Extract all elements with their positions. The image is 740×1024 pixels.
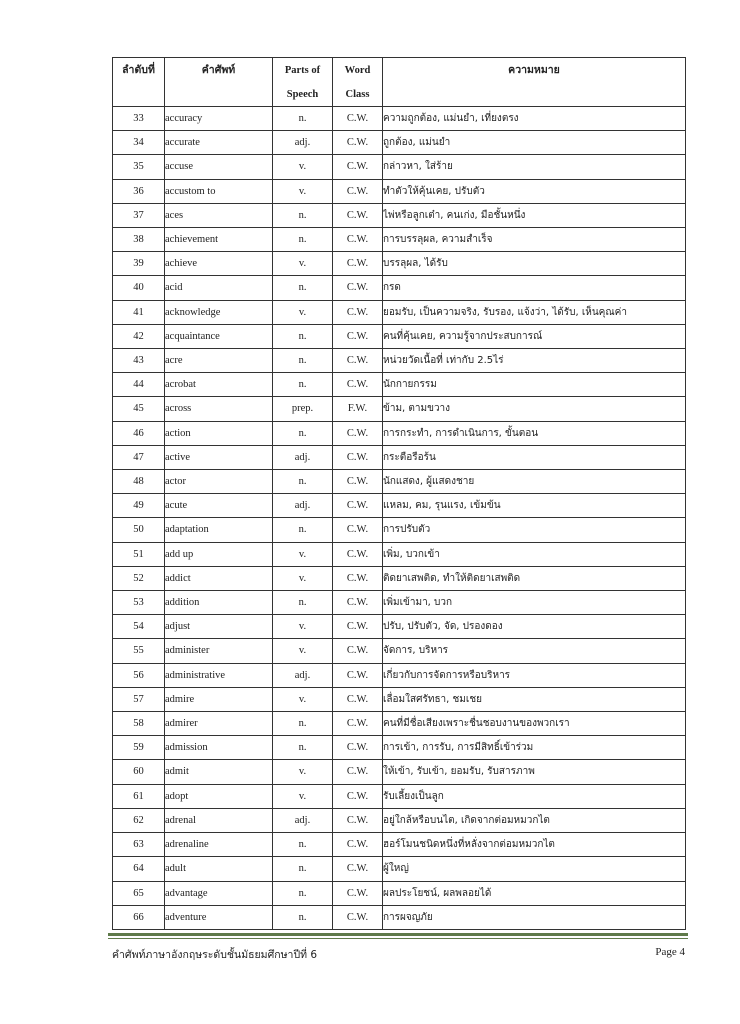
meaning-cell: เพิ่ม, บวกเข้า	[383, 542, 686, 566]
part-of-speech-cell: v.	[273, 566, 333, 590]
word-class-cell: C.W.	[333, 131, 383, 155]
row-number-cell: 65	[113, 881, 165, 905]
part-of-speech-cell: n.	[273, 228, 333, 252]
word-class-cell: C.W.	[333, 808, 383, 832]
part-of-speech-cell: n.	[273, 881, 333, 905]
header-word	[165, 58, 273, 107]
word-class-cell: C.W.	[333, 228, 383, 252]
row-number-cell: 44	[113, 373, 165, 397]
row-number-cell: 33	[113, 107, 165, 131]
part-of-speech-cell: v.	[273, 179, 333, 203]
word-class-cell: C.W.	[333, 155, 383, 179]
word-cell: aces	[165, 203, 273, 227]
row-number-cell: 46	[113, 421, 165, 445]
table-row	[113, 639, 686, 663]
word-class-cell: C.W.	[333, 687, 383, 711]
word-cell: acknowledge	[165, 300, 273, 324]
word-cell: active	[165, 445, 273, 469]
word-class-cell: C.W.	[333, 905, 383, 929]
row-number-cell: 47	[113, 445, 165, 469]
meaning-cell: การเข้า, การรับ, การมีสิทธิ์เข้าร่วม	[383, 736, 686, 760]
part-of-speech-cell: v.	[273, 542, 333, 566]
part-of-speech-cell: n.	[273, 591, 333, 615]
meaning-cell: แหลม, คม, รุนแรง, เข้มข้น	[383, 494, 686, 518]
word-class-cell: C.W.	[333, 663, 383, 687]
table-row	[113, 131, 686, 155]
part-of-speech-cell: n.	[273, 712, 333, 736]
row-number-cell: 34	[113, 131, 165, 155]
meaning-cell: เลื่อมใสศรัทธา, ชมเชย	[383, 687, 686, 711]
table-row	[113, 276, 686, 300]
part-of-speech-cell: v.	[273, 300, 333, 324]
word-class-cell: C.W.	[333, 881, 383, 905]
row-number-cell: 61	[113, 784, 165, 808]
part-of-speech-cell: v.	[273, 639, 333, 663]
header-pos-line1: Parts of	[284, 65, 321, 76]
row-number-cell: 35	[113, 155, 165, 179]
word-cell: administer	[165, 639, 273, 663]
part-of-speech-cell: adj.	[273, 663, 333, 687]
page-number: Page 4	[655, 946, 685, 958]
word-cell: actor	[165, 470, 273, 494]
row-number-cell: 42	[113, 324, 165, 348]
row-number-cell: 52	[113, 566, 165, 590]
part-of-speech-cell: prep.	[273, 397, 333, 421]
header-meaning-label: ความหมาย	[508, 65, 560, 76]
meaning-cell: ฮอร์โมนชนิดหนึ่งที่หลั่งจากต่อมหมวกไต	[383, 833, 686, 857]
word-class-cell: C.W.	[333, 470, 383, 494]
word-class-cell: C.W.	[333, 107, 383, 131]
word-class-cell: C.W.	[333, 373, 383, 397]
header-word-label: คำศัพท์	[201, 65, 236, 76]
word-class-cell: C.W.	[333, 760, 383, 784]
part-of-speech-cell: n.	[273, 470, 333, 494]
meaning-cell: ถูกต้อง, แม่นยำ	[383, 131, 686, 155]
meaning-cell: การบรรลุผล, ความสำเร็จ	[383, 228, 686, 252]
word-class-cell: C.W.	[333, 615, 383, 639]
meaning-cell: หน่วยวัดเนื้อที่ เท่ากับ 2.5ไร่	[383, 349, 686, 373]
part-of-speech-cell: v.	[273, 760, 333, 784]
table-row	[113, 397, 686, 421]
row-number-cell: 45	[113, 397, 165, 421]
meaning-cell: ให้เข้า, รับเข้า, ยอมรับ, รับสารภาพ	[383, 760, 686, 784]
row-number-cell: 60	[113, 760, 165, 784]
word-cell: across	[165, 397, 273, 421]
table-row	[113, 663, 686, 687]
word-cell: achievement	[165, 228, 273, 252]
meaning-cell: กรด	[383, 276, 686, 300]
table-row	[113, 421, 686, 445]
meaning-cell: เกี่ยวกับการจัดการหรือบริหาร	[383, 663, 686, 687]
part-of-speech-cell: adj.	[273, 445, 333, 469]
row-number-cell: 43	[113, 349, 165, 373]
word-cell: adaptation	[165, 518, 273, 542]
part-of-speech-cell: n.	[273, 276, 333, 300]
word-class-cell: C.W.	[333, 784, 383, 808]
meaning-cell: ข้าม, ตามขวาง	[383, 397, 686, 421]
header-word-class	[333, 58, 383, 107]
part-of-speech-cell: v.	[273, 155, 333, 179]
meaning-cell: จัดการ, บริหาร	[383, 639, 686, 663]
row-number-cell: 64	[113, 857, 165, 881]
table-row	[113, 905, 686, 929]
table-row	[113, 736, 686, 760]
table-row	[113, 107, 686, 131]
table-row	[113, 881, 686, 905]
meaning-cell: ผู้ใหญ่	[383, 857, 686, 881]
row-number-cell: 57	[113, 687, 165, 711]
word-cell: advantage	[165, 881, 273, 905]
word-class-cell: C.W.	[333, 591, 383, 615]
word-cell: add up	[165, 542, 273, 566]
row-number-cell: 63	[113, 833, 165, 857]
meaning-cell: กระตือรือร้น	[383, 445, 686, 469]
meaning-cell: การผจญภัย	[383, 905, 686, 929]
word-class-cell: C.W.	[333, 203, 383, 227]
word-class-cell: C.W.	[333, 518, 383, 542]
word-cell: adjust	[165, 615, 273, 639]
meaning-cell: ปรับ, ปรับตัว, จัด, ปรองดอง	[383, 615, 686, 639]
part-of-speech-cell: v.	[273, 615, 333, 639]
table-row	[113, 252, 686, 276]
word-class-cell: C.W.	[333, 276, 383, 300]
word-cell: admission	[165, 736, 273, 760]
table-row	[113, 179, 686, 203]
meaning-cell: ทำตัวให้คุ้นเคย, ปรับตัว	[383, 179, 686, 203]
meaning-cell: คนที่มีชื่อเสียงเพราะชื่นชอบงานของพวกเรา	[383, 712, 686, 736]
row-number-cell: 55	[113, 639, 165, 663]
part-of-speech-cell: n.	[273, 324, 333, 348]
part-of-speech-cell: n.	[273, 857, 333, 881]
row-number-cell: 40	[113, 276, 165, 300]
word-cell: adventure	[165, 905, 273, 929]
word-class-cell: C.W.	[333, 712, 383, 736]
part-of-speech-cell: adj.	[273, 808, 333, 832]
word-cell: accuse	[165, 155, 273, 179]
meaning-cell: การปรับตัว	[383, 518, 686, 542]
word-class-cell: C.W.	[333, 179, 383, 203]
vocabulary-table	[112, 57, 686, 930]
table-row	[113, 349, 686, 373]
word-cell: addict	[165, 566, 273, 590]
meaning-cell: การกระทำ, การดำเนินการ, ขั้นตอน	[383, 421, 686, 445]
header-parts-of-speech	[273, 58, 333, 107]
table-row	[113, 494, 686, 518]
word-class-cell: C.W.	[333, 639, 383, 663]
word-cell: acquaintance	[165, 324, 273, 348]
meaning-cell: ผลประโยชน์, ผลพลอยได้	[383, 881, 686, 905]
table-row	[113, 566, 686, 590]
part-of-speech-cell: n.	[273, 373, 333, 397]
table-row	[113, 203, 686, 227]
row-number-cell: 41	[113, 300, 165, 324]
table-row	[113, 857, 686, 881]
meaning-cell: นักแสดง, ผู้แสดงชาย	[383, 470, 686, 494]
word-cell: admit	[165, 760, 273, 784]
table-row	[113, 324, 686, 348]
meaning-cell: นักกายกรรม	[383, 373, 686, 397]
word-cell: admire	[165, 687, 273, 711]
header-number	[113, 58, 165, 107]
row-number-cell: 50	[113, 518, 165, 542]
word-class-cell: C.W.	[333, 349, 383, 373]
word-cell: accustom to	[165, 179, 273, 203]
row-number-cell: 51	[113, 542, 165, 566]
table-row	[113, 784, 686, 808]
table-row	[113, 760, 686, 784]
word-cell: acrobat	[165, 373, 273, 397]
footer-title: คำศัพท์ภาษาอังกฤษระดับชั้นมัธยมศึกษาปีที่ 6	[112, 949, 318, 961]
footer-divider	[108, 933, 688, 936]
header-wc-line2: Class	[345, 89, 370, 100]
header-number-label: ลำดับที่	[122, 65, 155, 76]
row-number-cell: 56	[113, 663, 165, 687]
row-number-cell: 48	[113, 470, 165, 494]
part-of-speech-cell: n.	[273, 905, 333, 929]
row-number-cell: 58	[113, 712, 165, 736]
row-number-cell: 49	[113, 494, 165, 518]
word-cell: admirer	[165, 712, 273, 736]
part-of-speech-cell: adj.	[273, 494, 333, 518]
word-cell: adrenal	[165, 808, 273, 832]
table-body	[113, 107, 686, 930]
table-row	[113, 833, 686, 857]
word-class-cell: C.W.	[333, 736, 383, 760]
header-pos-line2: Speech	[286, 89, 319, 100]
row-number-cell: 62	[113, 808, 165, 832]
meaning-cell: รับเลี้ยงเป็นลูก	[383, 784, 686, 808]
footer-divider-thin	[108, 938, 688, 939]
table-row	[113, 155, 686, 179]
header-meaning	[383, 58, 686, 107]
word-cell: administrative	[165, 663, 273, 687]
part-of-speech-cell: n.	[273, 349, 333, 373]
part-of-speech-cell: n.	[273, 518, 333, 542]
table-header-row	[113, 58, 686, 107]
word-cell: achieve	[165, 252, 273, 276]
table-row	[113, 808, 686, 832]
meaning-cell: ความถูกต้อง, แม่นยำ, เที่ยงตรง	[383, 107, 686, 131]
row-number-cell: 59	[113, 736, 165, 760]
meaning-cell: กล่าวหา, ใส่ร้าย	[383, 155, 686, 179]
part-of-speech-cell: n.	[273, 107, 333, 131]
table-row	[113, 591, 686, 615]
table-row	[113, 615, 686, 639]
part-of-speech-cell: v.	[273, 784, 333, 808]
meaning-cell: ติดยาเสพติด, ทำให้ติดยาเสพติด	[383, 566, 686, 590]
word-class-cell: F.W.	[333, 397, 383, 421]
word-cell: adrenaline	[165, 833, 273, 857]
word-cell: acre	[165, 349, 273, 373]
row-number-cell: 66	[113, 905, 165, 929]
part-of-speech-cell: n.	[273, 833, 333, 857]
word-cell: adopt	[165, 784, 273, 808]
part-of-speech-cell: n.	[273, 203, 333, 227]
word-class-cell: C.W.	[333, 300, 383, 324]
word-cell: action	[165, 421, 273, 445]
word-cell: accurate	[165, 131, 273, 155]
word-class-cell: C.W.	[333, 494, 383, 518]
table-row	[113, 445, 686, 469]
meaning-cell: คนที่คุ้นเคย, ความรู้จากประสบการณ์	[383, 324, 686, 348]
row-number-cell: 39	[113, 252, 165, 276]
word-class-cell: C.W.	[333, 324, 383, 348]
word-cell: addition	[165, 591, 273, 615]
table-row	[113, 300, 686, 324]
table-row	[113, 228, 686, 252]
row-number-cell: 37	[113, 203, 165, 227]
header-wc-line1: Word	[344, 65, 371, 76]
row-number-cell: 53	[113, 591, 165, 615]
row-number-cell: 54	[113, 615, 165, 639]
meaning-cell: เพิ่มเข้ามา, บวก	[383, 591, 686, 615]
part-of-speech-cell: adj.	[273, 131, 333, 155]
table-row	[113, 712, 686, 736]
word-cell: acid	[165, 276, 273, 300]
word-cell: adult	[165, 857, 273, 881]
word-class-cell: C.W.	[333, 445, 383, 469]
row-number-cell: 36	[113, 179, 165, 203]
word-class-cell: C.W.	[333, 566, 383, 590]
word-class-cell: C.W.	[333, 542, 383, 566]
word-class-cell: C.W.	[333, 252, 383, 276]
word-cell: acute	[165, 494, 273, 518]
table-row	[113, 470, 686, 494]
meaning-cell: บรรลุผล, ได้รับ	[383, 252, 686, 276]
table-row	[113, 687, 686, 711]
meaning-cell: อยู่ใกล้หรือบนไต, เกิดจากต่อมหมวกไต	[383, 808, 686, 832]
row-number-cell: 38	[113, 228, 165, 252]
meaning-cell: ไพ่หรือลูกเต๋า, คนเก่ง, มือชั้นหนึ่ง	[383, 203, 686, 227]
word-class-cell: C.W.	[333, 857, 383, 881]
word-class-cell: C.W.	[333, 833, 383, 857]
part-of-speech-cell: v.	[273, 687, 333, 711]
meaning-cell: ยอมรับ, เป็นความจริง, รับรอง, แจ้งว่า, ได้รับ, เห็นคุณค่า	[383, 300, 686, 324]
table-row	[113, 518, 686, 542]
word-cell: accuracy	[165, 107, 273, 131]
part-of-speech-cell: v.	[273, 252, 333, 276]
part-of-speech-cell: n.	[273, 421, 333, 445]
table-row	[113, 373, 686, 397]
part-of-speech-cell: n.	[273, 736, 333, 760]
table-row	[113, 542, 686, 566]
word-class-cell: C.W.	[333, 421, 383, 445]
